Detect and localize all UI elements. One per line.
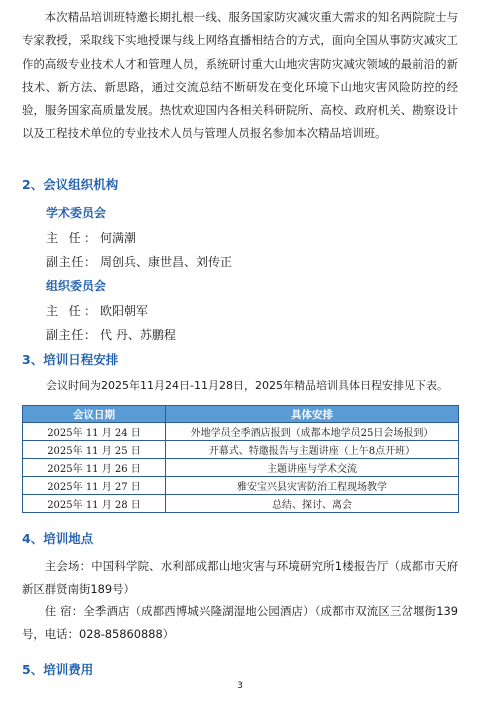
organizing-chair-name: 欧阳朝军	[100, 304, 149, 318]
academic-vice-chair	[46, 253, 232, 271]
row-arrangement: 雅安宝兴县灾害防治工程现场教学	[166, 477, 459, 495]
venue-text: 主会场：中国科学院、水利部成都山地灾害与环境研究所1楼报告厅（成都市天府新区群贤南街189号）	[22, 559, 458, 597]
table-row	[23, 441, 459, 459]
academic-vice-names: 周创兵、康世昌、刘传正	[100, 255, 233, 269]
organizing-vice-role: 副主任：	[46, 328, 96, 342]
row-date: 2025年 11 月 25 日	[23, 441, 166, 459]
organizing-committee-title: 组织委员会	[46, 279, 107, 293]
row-arrangement: 开幕式、特邀报告与主题讲座（上午8点开班）	[166, 441, 459, 459]
section-heading-organization: 2、会议组织机构	[22, 177, 119, 192]
academic-committee-title: 学术委员会	[46, 206, 107, 220]
schedule-table	[22, 405, 459, 513]
section-heading-fees: 5、培训费用	[22, 662, 94, 677]
row-arrangement: 总结、探讨、离会	[166, 495, 459, 513]
academic-chair-role: 主 任：	[46, 231, 96, 245]
academic-chair	[46, 229, 136, 247]
row-date: 2025年 11 月 28 日	[23, 495, 166, 513]
row-date: 2025年 11 月 24 日	[23, 423, 166, 441]
row-date: 2025年 11 月 26 日	[23, 459, 166, 477]
table-row	[23, 459, 459, 477]
hotel-text: 住 宿：全季酒店（成都西博城兴隆湖湿地公园酒店）（成都市双流区三岔堰街139号，电话：028-85860888）	[22, 604, 458, 642]
header-arrangement: 具体安排	[166, 406, 459, 423]
schedule-intro-text: 会议时间为2025年11月24日-11月28日，2025年精品培训具体日程安排见下表。	[46, 379, 448, 392]
section-heading-schedule: 3、培训日程安排	[22, 352, 119, 367]
page-number: 3	[237, 681, 243, 691]
organizing-chair	[46, 302, 148, 320]
table-row	[23, 423, 459, 441]
header-date: 会议日期	[23, 406, 166, 423]
schedule-header-row	[23, 406, 459, 423]
row-arrangement: 主题讲座与学术交流	[166, 459, 459, 477]
intro-paragraph: 本次精品培训班特邀长期扎根一线、服务国家防灾减灾重大需求的知名两院院士与专家教授，采取线下实地授课与线上网络直播相结合的方式，面向全国从事防灾减灾工作的高级专业技术人才和管理人员，系统研讨重大山地灾害防灾减灾领域的最前沿的新技术、新方法、新思路，通过交流总结不断研发在变化环境下山地灾害风险防控的经验，服务国家高质量发展。热忱欢迎国内各相关科研院所、高校、政府机关、勘察设计以及工程技术单位的专业技术人员与管理人员报名参加本次精品培训班。	[22, 10, 458, 141]
table-row	[23, 477, 459, 495]
organizing-chair-role: 主 任：	[46, 304, 96, 318]
row-arrangement: 外地学员全季酒店报到（成都本地学员25日会场报到）	[166, 423, 459, 441]
organizing-vice-names: 代 丹、苏鹏程	[100, 328, 176, 342]
section-heading-location: 4、培训地点	[22, 531, 94, 546]
academic-chair-name: 何满潮	[100, 231, 137, 245]
academic-vice-role: 副主任：	[46, 255, 96, 269]
row-date: 2025年 11 月 27 日	[23, 477, 166, 495]
table-row	[23, 495, 459, 513]
organizing-vice-chair	[46, 326, 176, 344]
